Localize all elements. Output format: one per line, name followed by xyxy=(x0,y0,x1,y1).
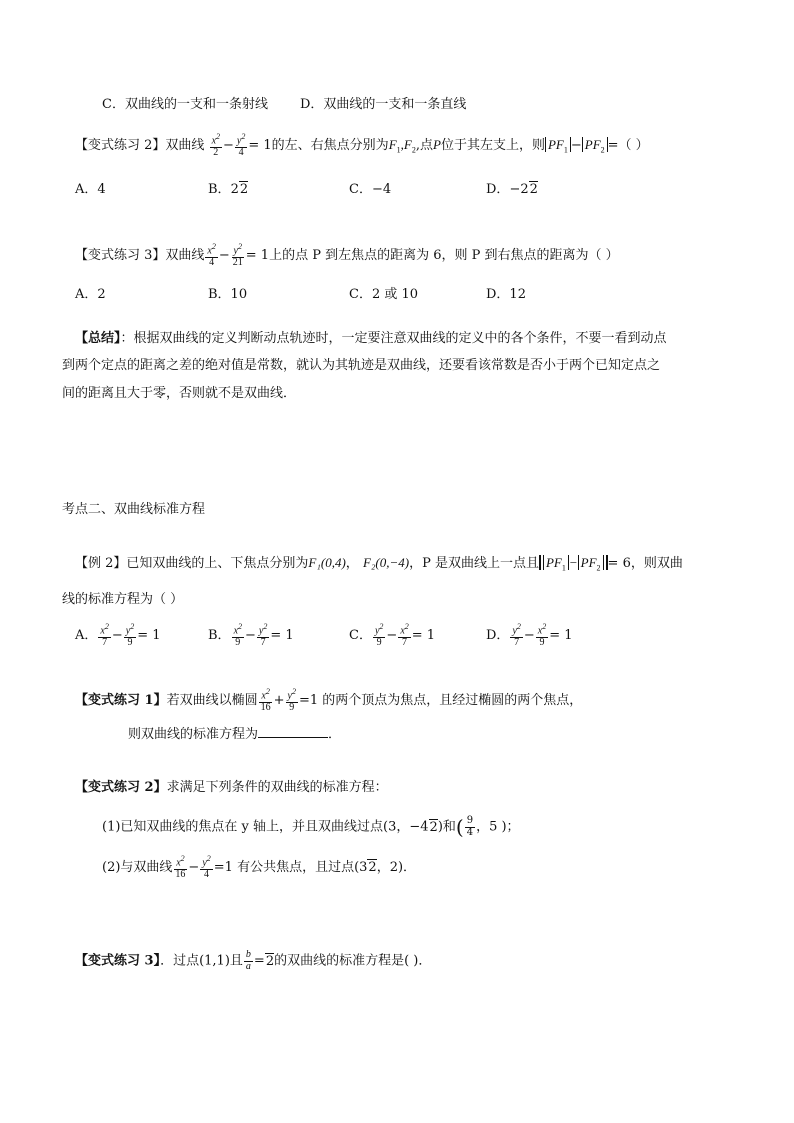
summary-tag: 【总结】 xyxy=(75,331,121,346)
variant-3: 【变式练习 3】．过点(1,1)且 $\frac{b}{a}$ =2的双曲线的标准方程是( )． xyxy=(75,949,432,972)
answer-blank[interactable] xyxy=(258,737,328,738)
question-text: 双曲线 xyxy=(165,248,205,264)
ex2-option-c: C． $\frac{y^2}{9}$ − $\frac{x^2}{7}$ = 1 xyxy=(349,622,436,648)
question-tag: 【变式练习 3】 xyxy=(75,953,161,969)
foci-f1-f2: $F_1,F_2$ xyxy=(388,137,416,155)
focus-f2: F₂(0,−4) xyxy=(362,555,410,570)
q2-option-b: B．22 xyxy=(208,182,249,197)
ex2-option-b: B． $\frac{x^2}{9}$ − $\frac{y^2}{7}$ = 1 xyxy=(208,622,294,648)
summary-line-3: 间的距离且大于零，否则就不是双曲线． xyxy=(62,386,297,401)
ex2-option-d: D． $\frac{y^2}{7}$ − $\frac{x^2}{9}$ = 1 xyxy=(486,622,573,648)
question-text: 求满足下列条件的双曲线的标准方程： xyxy=(166,780,388,795)
focus-f1: F₁(0,4) xyxy=(308,555,346,570)
question-text: ，P 是双曲线上一点且 xyxy=(409,556,539,571)
abs-pf1: $PF_1$ xyxy=(545,137,571,152)
q2-option-d: D．−22 xyxy=(486,182,538,197)
q2-option-a: A．4 xyxy=(75,182,106,197)
fraction-y2-over-4: $\frac{y^2}{4}$ xyxy=(236,132,246,158)
option-c-top: C．双曲线的一支和一条射线 xyxy=(102,97,268,112)
q3-option-d: D．12 xyxy=(486,287,526,302)
abs-diff: $PF_1 - PF_2$ xyxy=(539,555,608,570)
q3-option-b: B．10 xyxy=(208,287,248,302)
question-text: =1 的两个顶点为焦点，且经过椭圆的两个焦点， xyxy=(298,693,583,709)
q2-option-c: C．−4 xyxy=(349,182,392,197)
option-d-top: D．双曲线的一支和一条直线 xyxy=(300,97,467,112)
question-text: 点 xyxy=(419,138,433,154)
question-text: =（ ） xyxy=(607,138,649,154)
summary-line-1 xyxy=(75,331,667,347)
ex2-option-a: A． $\frac{x^2}{7}$ − $\frac{y^2}{9}$ = 1 xyxy=(75,622,161,648)
fraction-x2-over-4: $\frac{x^2}{4}$ xyxy=(207,242,216,268)
variant-1: 【变式练习 1】若双曲线以椭圆 $\frac{x^2}{16}$ + $\frac{y^2}{9}$ =1 的两个顶点为焦点，且经过椭圆的两个焦点， xyxy=(75,687,583,713)
summary-text: ：根据双曲线的定义判断动点轨迹时，一定要注意双曲线的定义中的各个条件，不要一看到动点 xyxy=(120,331,667,346)
section-title: 考点二、双曲线标准方程 xyxy=(62,502,206,517)
example-2-line-2: 线的标准方程为（ ） xyxy=(62,592,184,607)
question-text: 上的点 P 到左焦点的距离为 6，则 P 到右焦点的距离为（ ） xyxy=(269,248,619,264)
summary-line-2: 到两个定点的距离之差的绝对值是常数，就认为其轨迹是双曲线，还要看该常数是否小于两个已知定点之 xyxy=(62,358,661,373)
question-tag: 【变式练习 2】 xyxy=(75,138,166,154)
equation-rhs: = 1 xyxy=(245,248,270,264)
fraction-x2-over-2: $\frac{x^2}{2}$ xyxy=(211,132,221,158)
variant-2-item-2: (2)与双曲线 $\frac{x^2}{16}$ − $\frac{y^2}{4}$ =1 有公共焦点，且过点(32，2)． xyxy=(102,854,417,880)
question-text: = 6，则双曲 xyxy=(607,556,683,571)
fraction-y2-over-21: $\frac{y^2}{21}$ xyxy=(232,242,243,268)
equation-rhs: = 1 xyxy=(248,138,272,154)
question-text: 若双曲线以椭圆 xyxy=(166,693,258,709)
question-tag: 【变式练习 3】 xyxy=(75,248,166,264)
abs-pf2: $PF_2$ xyxy=(582,137,608,152)
question-tag: 【变式练习 2】 xyxy=(75,780,167,795)
question-variant-3: 【变式练习 3】双曲线 $\frac{x^2}{4}$ − $\frac{y^2}{21}$ = 1上的点 P 到左焦点的距离为 6，则 P 到右焦点的距离为（ ） xyxy=(75,242,619,268)
variant-2-item-1: (1)已知双曲线的焦点在 y 轴上，并且双曲线过点(3，−42)和( $\frac{9}{4}$ ，5 )； xyxy=(102,815,520,839)
question-text: 已知双曲线的上、下焦点分别为 xyxy=(126,556,309,571)
question-variant-2: 【变式练习 2】双曲线 $\frac{x^2}{2}$ − $\frac{y^2}{4}$ = 1的左、右焦点分别为$F_1,F_2$,点P位于其左支上，则 $PF_1 - PF_2$ =（ ） xyxy=(75,132,649,158)
question-tag: 【例 2】 xyxy=(75,556,127,571)
question-tag: 【变式练习 1】 xyxy=(75,693,167,709)
variant-1-line-2: 则双曲线的标准方程为 ． xyxy=(128,727,342,742)
question-text: 位于其左支上，则 xyxy=(440,138,545,154)
q3-option-a: A．2 xyxy=(75,287,106,302)
variant-2-title xyxy=(75,780,388,796)
question-text: 双曲线 xyxy=(165,138,205,154)
question-text: 的左、右焦点分别为 xyxy=(271,138,389,154)
example-2: 【例 2】已知双曲线的上、下焦点分别为F₁(0,4)， F₂(0,−4)，P 是双曲线上一点且 $PF_1 - PF_2 = 6$，则双曲 xyxy=(75,555,683,573)
q3-option-c: C．2 或 10 xyxy=(349,287,419,302)
